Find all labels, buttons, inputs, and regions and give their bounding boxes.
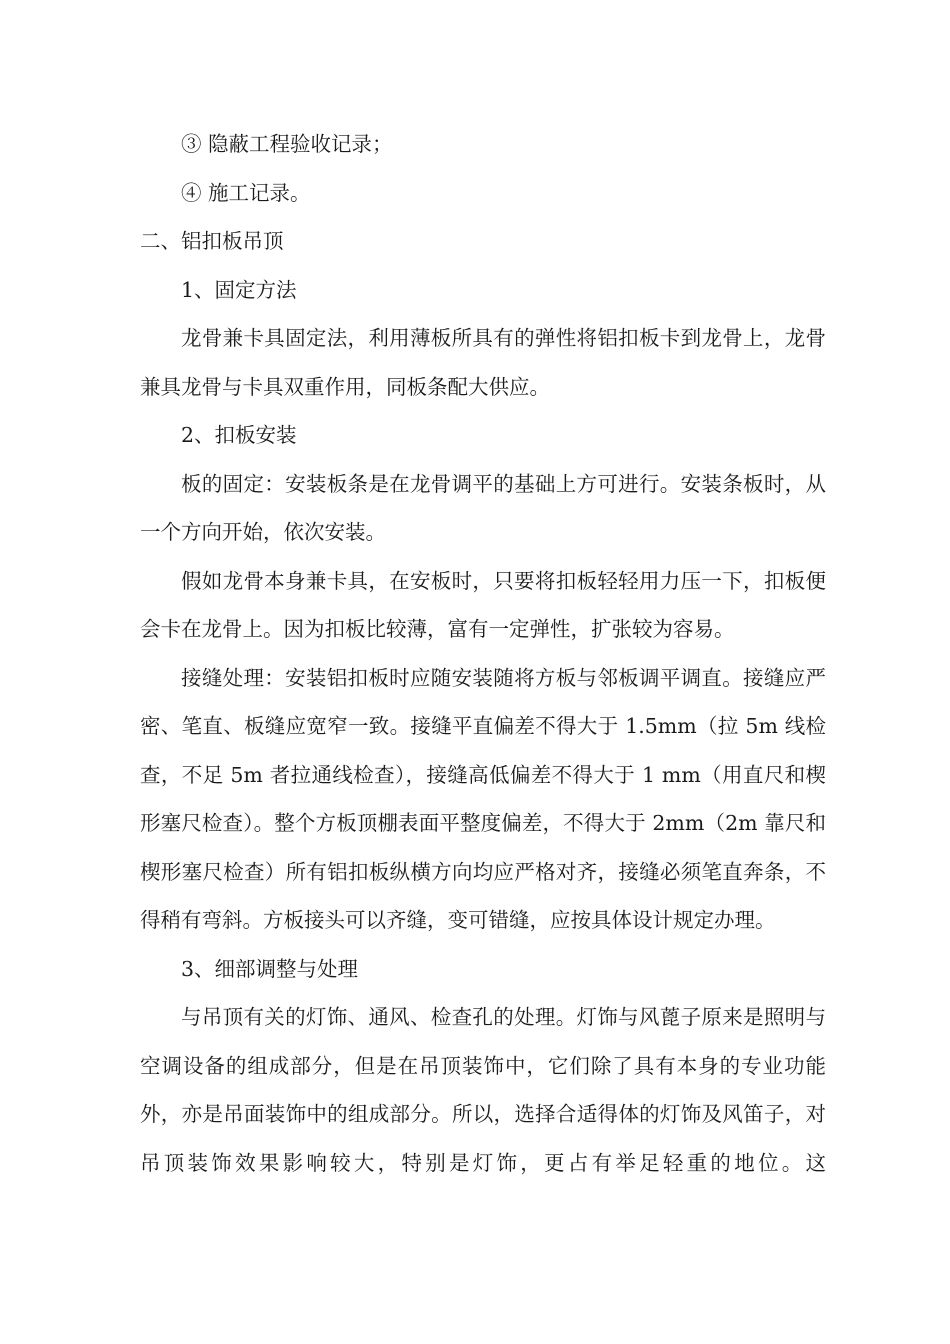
list-item-hidden-works-record: ③ 隐蔽工程验收记录； [181, 132, 393, 156]
paragraph-panel-fixing: 板的固定：安装板条是在龙骨调平的基础上方可进行。安装条板时，从一个方向开始，依次安装。 [140, 471, 826, 544]
paragraph-fixing-method: 龙骨兼卡具固定法，利用薄板所具有的弹性将铝扣板卡到龙骨上，龙骨兼具龙骨与卡具双重作用，同板条配大供应。 [140, 326, 826, 399]
subsection-heading-fixing-method: 1、固定方法 [181, 277, 297, 302]
paragraph-detail-adjustment: 与吊顶有关的灯饰、通风、检查孔的处理。灯饰与风蓖子原来是照明与空调设备的组成部分，但是在吊顶装饰中，它们除了具有本身的专业功能外，亦是吊面装饰中的组成部分。所以，选择合适得体的灯饰及风笛子，对吊顶装饰效果影响较大，特别是灯饰，更占有举足轻重的地位。这 [140, 1005, 826, 1175]
subsection-heading-detail-adjustment: 3、细部调整与处理 [181, 956, 359, 981]
list-item-construction-record: ④ 施工记录。 [181, 180, 311, 205]
document-body [140, 120, 826, 1187]
paragraph-keel-clip: 假如龙骨本身兼卡具，在安板时，只要将扣板轻轻用力压一下，扣板便会卡在龙骨上。因为扣板比较薄，富有一定弹性，扩张较为容易。 [140, 568, 826, 641]
paragraph-joint-treatment: 接缝处理：安装铝扣板时应随安装随将方板与邻板调平调直。接缝应严密、笔直、板缝应宽窄一致。接缝平直偏差不得大于 1.5mm（拉 5m 线检查，不足 5m 者拉通线检查），接缝高低偏差不得大于 1 mm（用直尺和楔形塞尺检查）。整个方板顶棚表面平整度偏差，不得大于 2mm（2m 靠尺和楔形塞尺检查）所有铝扣板纵横方向均应严格对齐，接缝必须笔直奔条，不得稍有弯斜。方板接头可以齐缝，变可错缝，应按具体设计规定办理。 [140, 665, 826, 932]
section-heading: 二、铝扣板吊顶 [140, 229, 284, 253]
subsection-heading-panel-installation: 2、扣板安装 [181, 423, 297, 447]
